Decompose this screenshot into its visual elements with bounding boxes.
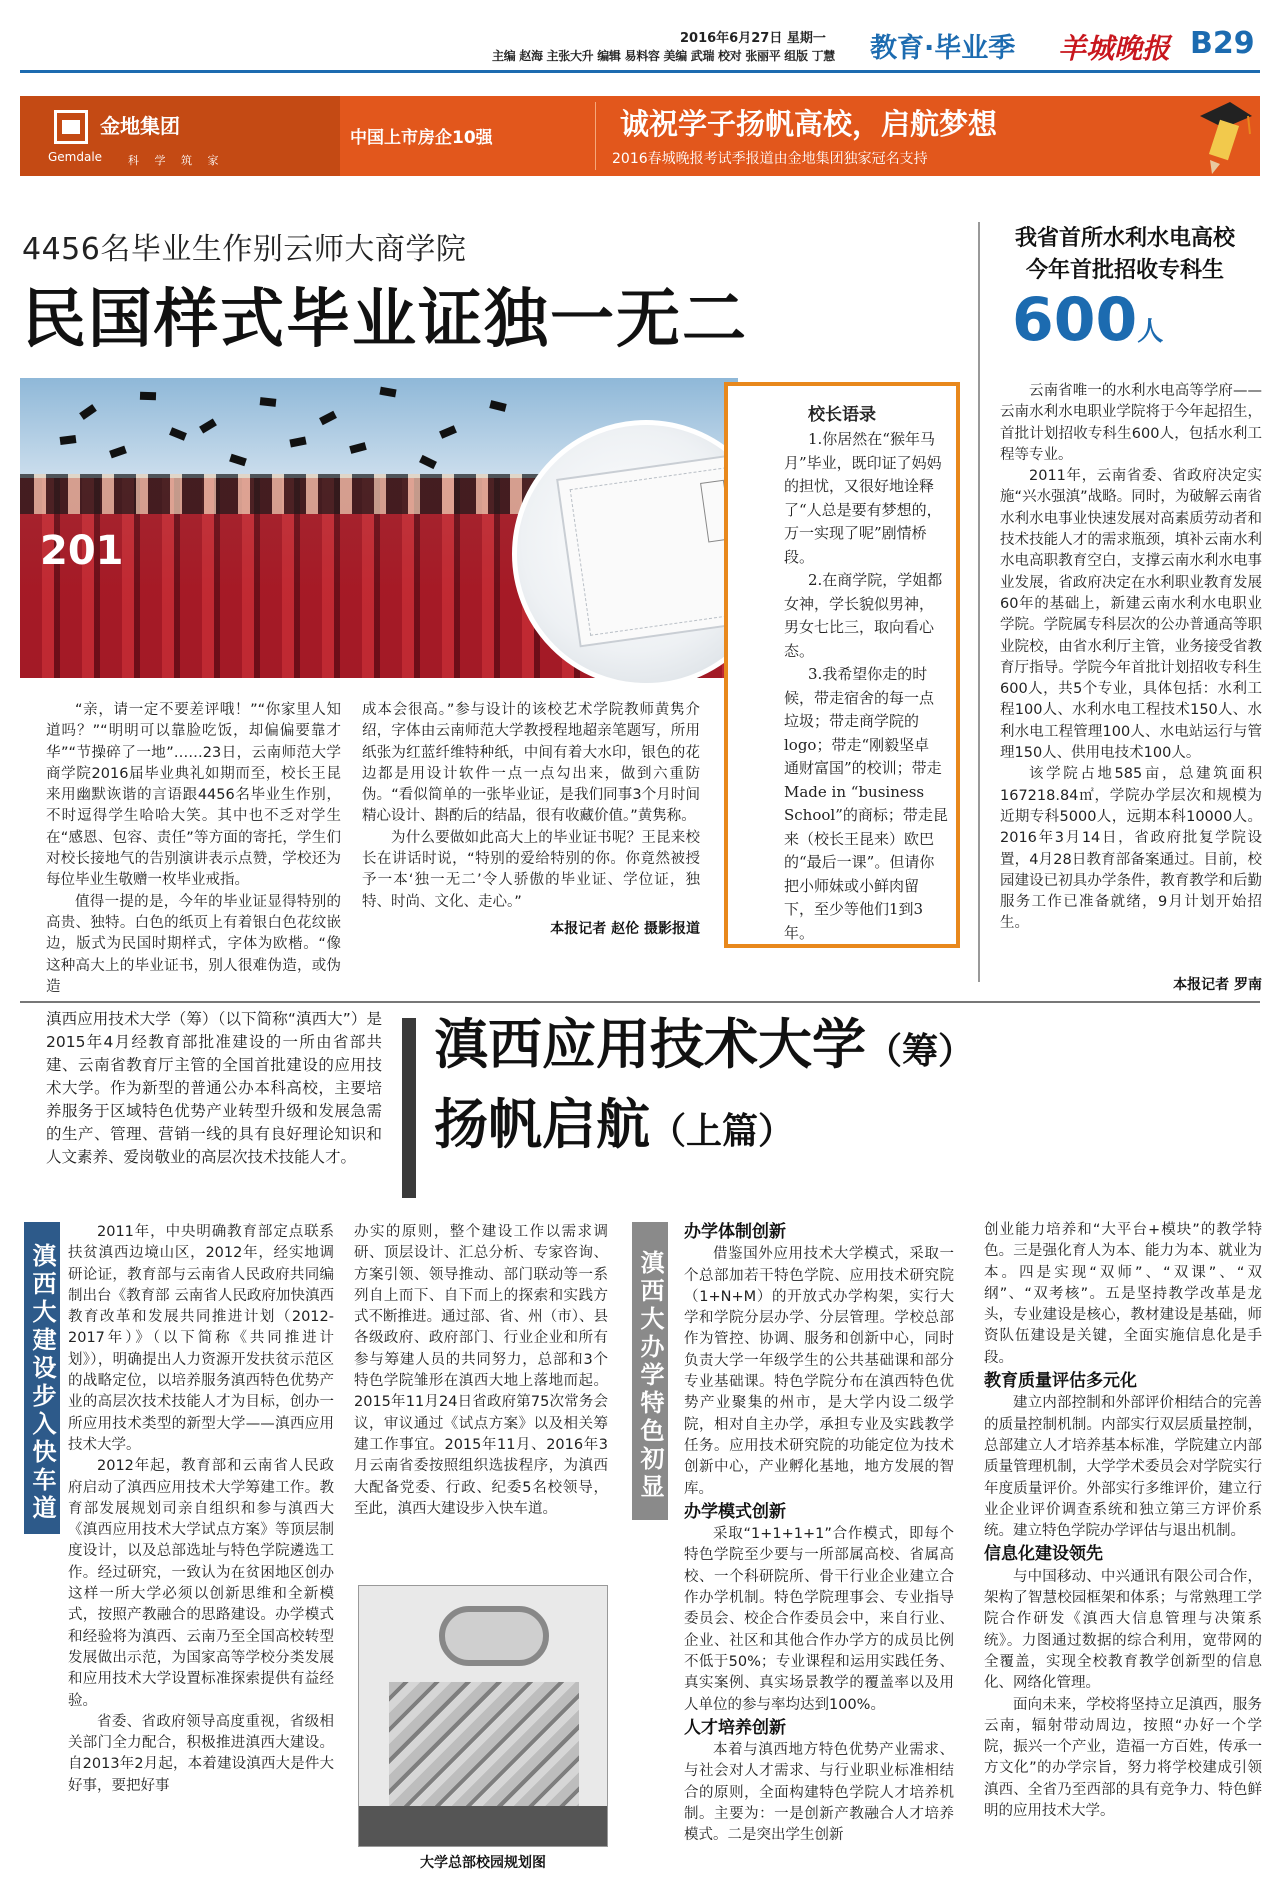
quote-list xyxy=(784,428,948,945)
flying-cap xyxy=(169,427,187,440)
sidebar-highlight-number xyxy=(1012,285,1163,355)
banner-divider xyxy=(595,102,596,170)
flying-cap xyxy=(379,387,396,398)
paragraph: 面向未来，学校将坚持立足滇西，服务云南，辐射带动周边，按照“办好一个学院，振兴一个产业，造福一方百姓，传承一方文化”的办学宗旨，努力将学校建成引领滇西、全省乃至西部的具有竞争力、特色鲜明的应用技术大学。 xyxy=(984,1696,1262,1820)
flying-cap xyxy=(319,411,337,425)
article1-column-1 xyxy=(46,700,341,998)
sidebar-body xyxy=(1000,381,1262,935)
paragraph: 建立内部控制和外部评价相结合的完善的质量控制机制。内部实行双层质量控制，总部建立人才培养基本标准，学院建立内部质量管理机制，大学学术委员会对学院实行年度质量评价。外部实行多维评价，建立行业企业评价调查系统和独立第三方评价系统。建立特色学院办学评估与退出机制。 xyxy=(984,1395,1262,1540)
paragraph: 云南省唯一的水利水电高等学府——云南水利水电职业学院将于今年起招生，首批计划招收专科生600人，包括水利工程等专业。 xyxy=(1000,383,1262,463)
banner-year-in-photo: 201 xyxy=(40,528,124,574)
paragraph: 省委、省政府领导高度重视，省级相关部门全力配合，积极推进滇西大建设。自2013年2月起，本着建设滇西大是件大好事，要把好事 xyxy=(68,1713,334,1794)
section-divider xyxy=(20,1001,1260,1003)
paragraph: 2011年，云南省委、省政府决定实施“兴水强滇”战略。同时，为破解云南省水利水电事业快速发展对高素质劳动者和技术技能人才的需求瓶颈，填补云南水利水电高职教育空白，支撑云南水利水电事业发展，省政府决定在水利职业教育发展60年的基础上，新建云南水利水电职业学院。学院属专科层次的公办普通高等职业院校，由省水利厅主管，业务接受省教育厅指导。学院今年首批计划招收专科生600人，共5个专业，具体包括：水利工程100人、水利水电工程技术150人、水利水电工程管理100人、水电站运行与管理150人、供用电技术100人。 xyxy=(1000,468,1262,762)
quote-item: 2.在商学院，学姐都女神，学长貌似男神，男女七比三，取向看心态。 xyxy=(784,571,943,660)
sidebar-title-line2: 今年首批招收专科生 xyxy=(1025,258,1224,283)
title-text: 扬帆启航 xyxy=(434,1093,650,1156)
banner-slogan: 诚祝学子扬帆高校，启航梦想 xyxy=(620,107,998,141)
title-suffix: （上篇） xyxy=(650,1111,795,1152)
article2-title-line2 xyxy=(434,1090,794,1167)
campus-buildings xyxy=(389,1682,579,1812)
article2-column-b xyxy=(354,1222,608,1520)
sponsor-tagline: 科 学 筑 家 xyxy=(128,154,225,167)
title-accent-bar xyxy=(402,1018,416,1198)
paragraph: 该学院占地585亩，总建筑面积167218.84㎡，学院办学层次和规模为近期专科5000人，远期本科10000人。2016年3月14日，省政府批复学院设置，4月28日教育部备案通过。目前，校园建设已初具办学条件，教育教学和后勤服务工作已准备就绪，9月计划开始招生。 xyxy=(1000,766,1262,932)
quote-item: 3.我希望你走的时候，带走宿舍的每一点垃圾；带走商学院的logo；带走“刚毅坚卓 通财富国”的校训；带走Made in “business School”的商标；带走昆来（校长王昆来）欧巴的“最后一课”。但请你把小师妹或小鲜肉留下，至少等他们1到3年。 xyxy=(784,665,948,942)
header-rule xyxy=(20,70,1260,73)
article2-intro: 滇西应用技术大学（筹）（以下简称“滇西大”）是2015年4月经教育部批准建设的一所由省部共建、云南省教育厅主管的全国首批建设的应用技术大学。作为新型的普通公办本科高校，主要培养服务于区域特色优势产业转型升级和发展急需的生产、管理、营销一线的具有良好理论知识和人文素养、爱岗敬业的高层次技术技能人才。 xyxy=(46,1010,382,1166)
quote-item: 1.你居然在“猴年马月”毕业，既印证了妈妈的担忧，又很好地诠释了“人总是要有梦想的，万一实现了呢”剧情桥段。 xyxy=(784,430,942,566)
principal-quotes-box xyxy=(724,382,960,948)
article1-byline: 本报记者 赵伦 摄影报道 xyxy=(550,921,700,937)
pencil-cap-icon xyxy=(1192,98,1254,174)
article2-column-a xyxy=(68,1222,334,1797)
article2-column-c xyxy=(684,1220,954,1847)
sidebar-title-line1: 我省首所水利水电高校 xyxy=(1014,226,1235,251)
issue-date: 2016年6月27日 星期一 xyxy=(680,31,826,46)
flying-cap xyxy=(289,437,306,448)
campus-plan-image xyxy=(358,1585,608,1847)
article-subhead: 4456名毕业生作别云师大商学院 xyxy=(22,232,467,267)
article2-column-d xyxy=(984,1220,1262,1822)
title-text: 滇西应用技术大学 xyxy=(434,1013,866,1076)
section-tab-features: 滇西大办学特色初显 xyxy=(632,1222,668,1520)
paragraph: 采取“1+1+1+1”合作模式，即每个特色学院至少要与一所部属高校、省属高校、一个科研院所、骨干行业企业建立合作办学机制。特色学院理事会、专业指导委员会、校企合作委员会中，来自行业、企业、社区和其他合作办学方的成员比例不低于50%；专业课程和运用实践任务、真实案例、真实场景教学的覆盖率以及用人单位的参与率均达到100%。 xyxy=(684,1526,954,1713)
paragraph: 为什么要做如此高大上的毕业证书呢？王昆来校长在讲话时说，“特别的爱给特别的你。你竟然被授予一本‘独一无二’令人骄傲的毕业证、学位证，独特、时尚、文化、走心。” xyxy=(362,829,700,910)
logo-mark-icon xyxy=(62,120,80,134)
sponsor-logo-block xyxy=(20,96,340,176)
sidebar-byline: 本报记者 罗南 xyxy=(1173,977,1262,993)
article1-column-2 xyxy=(362,700,700,913)
paragraph: 与中国移动、中兴通讯有限公司合作，架构了智慧校园框架和体系；与常熟理工学院合作研发《滇西大信息管理与决策系统》。力图通过数据的综合利用，宽带网的全覆盖，实现全校教育教学创新型的信息化、网络化管理。 xyxy=(984,1568,1262,1692)
subsection-heading: 办学体制创新 xyxy=(684,1222,786,1242)
sponsor-name: 金地集团 xyxy=(100,114,180,138)
paragraph: 值得一提的是，今年的毕业证显得特别的高贵、独特。白色的纸页上有着银白色花纹嵌边，版式为民国时期样式，字体为欧楷。“像这种高大上的毕业证书，别人很难伪造，或伪造 xyxy=(46,893,341,995)
campus-plan-caption: 大学总部校园规划图 xyxy=(420,1855,546,1871)
sponsor-claim: 中国上市房企10强 xyxy=(350,128,493,148)
paragraph: 成本会很高。”参与设计的该校艺术学院教师黄隽介绍，字体由云南师范大学教授程地超亲笔题写，所用纸张为红蓝纤维特种纸，中间有着大水印，银色的花边都是用设计软件一点一点勾出来，做到六重防伪。“看似简单的一张毕业证，是我们同事3个月时间精心设计、斟酌后的结晶，很有收藏价值。”黄隽称。 xyxy=(362,702,700,825)
subsection-heading: 信息化建设领先 xyxy=(984,1544,1103,1565)
page-number: B29 xyxy=(1190,26,1255,61)
banner-note: 2016春城晚报考试季报道由金地集团独家冠名支持 xyxy=(612,151,928,167)
flying-cap xyxy=(199,418,217,433)
flying-cap xyxy=(439,425,457,439)
flying-cap xyxy=(260,397,277,407)
section-title: 教育·毕业季 xyxy=(870,33,1016,64)
flying-cap xyxy=(349,442,367,454)
paragraph: 借鉴国外应用技术大学模式，采取一个总部加若干特色学院、应用技术研究院（1+N+M）的开放式办学构架，实行大学和学院分层办学、分层管理。学校总部作为管控、协调、服务和创新中心，同时负责大学一年级学生的公共基础课和部分专业基础课。特色学院分布在滇西特色优势产业聚集的州市，是大学内设二级学院，相对自主办学，承担专业及实践教学任务。应用技术研究院的功能定位为技术创新中心，产业孵化基地，地方发展的智库。 xyxy=(684,1246,954,1497)
paragraph: 本着与滇西地方特色优势产业需求、与社会对人才需求、与行业职业标准相结合的原则，全面构建特色学院人才培养机制。主要为：一是创新产教融合人才培养模式。二是突出学生创新 xyxy=(684,1742,954,1844)
sports-track xyxy=(439,1606,549,1666)
paragraph: 2012年起，教育部和云南省人民政府启动了滇西应用技术大学筹建工作。教育部发展规划司亲自组织和参与滇西大《滇西应用技术大学试点方案》等顶层制度设计，以及总部选址与特色学院遴选工作。经过研究，一致认为在贫困地区创办这样一所大学必须以创新思维和全新模式，按照产教融合的思路建设。办学模式和经验将为滇西、云南乃至全国高校转型发展做出示范，为国家高等学校分类发展和应用技术大学设置标准探索提供有益经验。 xyxy=(68,1458,334,1709)
paragraph: 2011年，中央明确教育部定点联系扶贫滇西边境山区，2012年，经实地调研论证，教育部与云南省人民政府共同编制出台《教育部 云南省人民政府加快滇西教育改革和发展共同推进计划（2012-2017年）》（以下简称《共同推进计划》），明确提出人力资源开发扶贫示范区的战略定位，以培养服务滇西特色优势产业的高层次技术技能人才为目标，创办一所应用技术类型的新型大学——滇西应用技术大学。 xyxy=(68,1224,334,1453)
flying-cap xyxy=(79,404,97,420)
subsection-heading: 教育质量评估多元化 xyxy=(984,1371,1137,1392)
sponsor-banner[interactable] xyxy=(20,96,1260,176)
article-headline: 民国样式毕业证独一无二 xyxy=(22,283,748,357)
flying-cap xyxy=(419,455,437,469)
quote-box-title: 校长语录 xyxy=(808,405,876,425)
campus-road xyxy=(359,1806,608,1847)
paragraph: “亲，请一定不要差评哦！”“你家里人知道吗？”“明明可以靠脸吃饭，却偏偏要靠才华”“节操碎了一地”……23日，云南师范大学商学院2016届毕业典礼如期而至，校长王昆来用幽默诙谐的言语跟4456名毕业生作别，不时逗得学生哈哈大笑。其中也不乏对学生在“感恩、包容、责任”等方面的寄托，学生们对校长接地气的告别演讲表示点赞，学校还为每位毕业生敬赠一枚毕业戒指。 xyxy=(46,702,341,889)
flying-cap xyxy=(60,435,77,445)
flying-cap xyxy=(489,400,506,412)
flying-cap xyxy=(140,392,156,401)
highlight-unit: 人 xyxy=(1137,317,1164,347)
sidebar-divider xyxy=(978,222,980,982)
newspaper-brand: 羊城晚报 xyxy=(1058,32,1171,65)
flying-cap xyxy=(229,454,247,467)
subsection-heading: 办学模式创新 xyxy=(684,1501,786,1522)
title-suffix: （筹） xyxy=(866,1031,975,1072)
subsection-heading: 人才培养创新 xyxy=(684,1717,786,1738)
staff-credits: 主编 赵海 主张大升 编辑 易料容 美编 武瑞 校对 张丽平 组版 丁慧 xyxy=(492,49,835,63)
paragraph: 办实的原则，整个建设工作以需求调研、顶层设计、汇总分析、专家咨询、方案引领、领导推动、部门联动等一系列自上而下、自下而上的探索和实践方式不断推进。通过部、省、州（市）、县各级政府、政府部门、行业企业和所有参与筹建人员的共同努力，总部和3个特色学院雏形在滇西大地上落地而起。2015年11月24日省政府第75次常务会议，审议通过《试点方案》以及相关筹建工作事宜。2015年11月、2016年3月云南省委按照组织选拔程序，为滇西大配备党委、行政、纪委5名校领导，至此，滇西大建设步入快车道。 xyxy=(354,1224,608,1517)
section-tab-construction: 滇西大建设步入快车道 xyxy=(24,1222,60,1534)
sponsor-english-name: Gemdale xyxy=(48,150,103,164)
article2-title-line1 xyxy=(434,1010,974,1087)
highlight-number: 600 xyxy=(1012,285,1138,355)
flying-cap xyxy=(109,446,127,459)
paragraph: 创业能力培养和“大平台+模块”的教学特色。三是强化育人为本、能力为本、就业为本。四是实现“双师”、“双课”、“双纲”、“双考核”。五是坚持教学改革是龙头，专业建设是核心，教材建设是基础，师资队伍建设是关键，全面实施信息化是手段。 xyxy=(984,1222,1262,1366)
